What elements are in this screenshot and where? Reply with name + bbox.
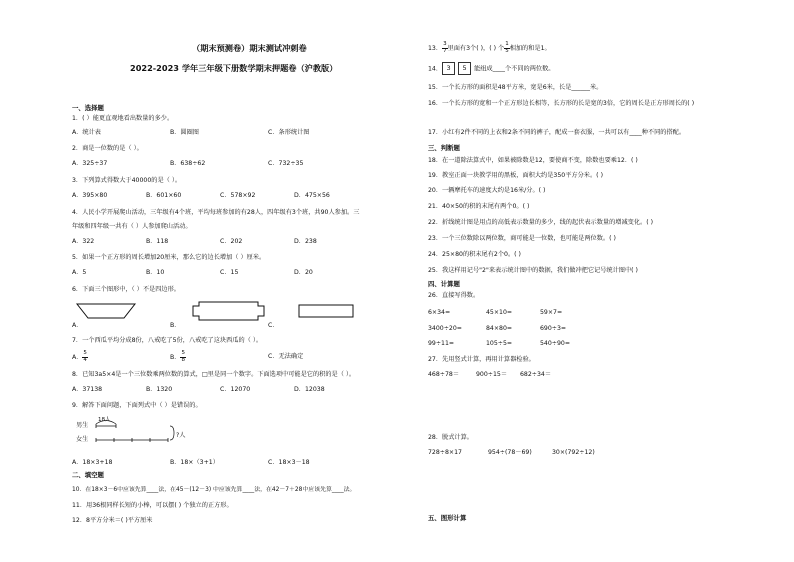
- question-21: 21．40×50的积的末尾有两个0。( ): [428, 203, 530, 210]
- question-25: 25．我这样用记号"2"来表示统计图中的数据，我们做冲把它记号统计图中( ): [428, 267, 638, 274]
- q3-option-c: C．578×92: [220, 192, 256, 199]
- section-geometry: 五、图形计算: [428, 514, 467, 522]
- question-2: 2．商是一位数的是（ ）。: [72, 145, 143, 152]
- line-segment-diagram: [94, 418, 178, 448]
- section-fill-blank: 二、填空题: [72, 471, 104, 479]
- q26-item-1: 6×34=: [428, 309, 451, 316]
- q3-option-b: B．601×60: [146, 192, 182, 199]
- q5-option-a: A．5: [72, 269, 87, 276]
- q27-item-2: 900÷15＝: [476, 371, 508, 378]
- q8-option-d: D．12038: [294, 386, 325, 393]
- q9-boy-label: 男生: [76, 422, 89, 429]
- q26-item-6: 690÷3=: [540, 325, 567, 332]
- question-18: 18．在一道除法算式中，如果被除数是12，要使商不变，除数也要乘12．( ): [428, 157, 638, 164]
- q26-item-7: 99÷11=: [428, 340, 455, 347]
- q8-option-a: A．37138: [72, 386, 103, 393]
- section-calc: 四、计算题: [428, 280, 460, 288]
- question-27: 27．先用竖式计算，再用计算器检验。: [428, 356, 535, 363]
- notched-shape: [192, 301, 266, 321]
- question-7: 7．一个西瓜平均分成8份，八戒吃了5份，八戒吃了这块西瓜的（ ）。: [72, 337, 263, 344]
- q28-item-2: 954÷(78－69): [488, 449, 532, 456]
- q1-option-c: C．条形统计图: [268, 129, 310, 136]
- question-24: 24．25×80的积末尾有2个0。( ): [428, 251, 521, 258]
- q26-item-5: 84×80=: [486, 325, 513, 332]
- question-12: 12．8平方分米＝( )平方厘米: [72, 517, 153, 524]
- question-17: 17．小红有2件不同的上衣和2条不同的裤子，配成一套衣服，一共可以有____种不同的搭配。: [428, 129, 686, 136]
- question-11: 11．用36根同样长短的小棒，可以摆( ) 个独立的正方形。: [72, 502, 233, 509]
- q8-option-b: B．1320: [146, 386, 173, 393]
- q6-option-a: A．: [72, 322, 83, 329]
- question-20: 20．一辆摩托车的速度大约是16米/分。( ): [428, 187, 546, 194]
- q7-option-c: C．无法确定: [268, 353, 304, 360]
- section-choice: 一、选择题: [72, 104, 104, 112]
- question-19: 19．教室正面一块教学用的黑板，面积大约是350平方分米。( ): [428, 172, 603, 179]
- trapezoid-shape: [76, 302, 136, 320]
- q2-option-a: A．325÷37: [72, 160, 108, 167]
- digit-card-3: 3: [442, 62, 455, 75]
- question-6: 6．下面三个图形中，（ ）不是四边形。: [72, 286, 180, 293]
- question-4-line1: 4．人民小学开展爬山活动，三年级有4个班，平均每班参加的有28人，四年级有3个班，共90人参加。三: [72, 209, 360, 216]
- question-22: 22．折线统计图是用点的高低表示数量的多少，线的起伏表示数量的增减变化。( ): [428, 219, 654, 226]
- q26-item-8: 105÷5=: [486, 340, 513, 347]
- q2-option-b: B．638÷62: [170, 160, 206, 167]
- question-10: 10．在18×3－6中应该先算____法，在45－(12－3) 中应该先算____法，在42－7＋28中应该先算____法。: [72, 487, 356, 493]
- q9-option-b: B．18×（3+1）: [170, 459, 219, 466]
- question-9: 9．解答下面问题，下面列式中（ ）是错误的。: [72, 402, 202, 409]
- question-16: 16．一个长方形的宽和一个正方形边长相等，长方形的长是宽的3倍，它的周长是正方形周长的( ): [428, 100, 695, 107]
- question-26: 26．直接写得数。: [428, 292, 480, 299]
- q4-option-b: B．118: [146, 238, 169, 245]
- fraction-5-8: $\frac{5}{8}$: [181, 350, 185, 363]
- q26-item-3: 59×7=: [540, 309, 563, 316]
- q6-option-c: C．: [268, 322, 279, 329]
- question-23: 23．一个三位数除以两位数，商可能是一位数，也可能是两位数。( ): [428, 235, 616, 242]
- rectangle-shape: [298, 304, 354, 318]
- fraction-1-5: $\frac{1}{5}$: [505, 41, 509, 54]
- q28-item-1: 728÷8×17: [428, 449, 462, 456]
- question-14: 14． 3 5 能组成____个不同的两位数。: [428, 62, 555, 76]
- fraction-3-7: $\frac{3}{7}$: [443, 41, 447, 54]
- q26-item-4: 3400÷20=: [428, 325, 462, 332]
- q4-option-d: D．238: [294, 238, 317, 245]
- section-judge: 三、判断题: [428, 144, 460, 152]
- question-15: 15．一个长方形的面积是48平方米，宽是6米，长是______米。: [428, 84, 603, 91]
- q6-option-b: B．: [170, 322, 181, 329]
- question-28: 28．脱式计算。: [428, 434, 473, 441]
- q9-18-label: 18人: [98, 417, 111, 423]
- q7-option-a: A． $\frac{5}{4}$: [72, 350, 87, 363]
- q4-option-a: A．322: [72, 238, 95, 245]
- q9-option-c: C．18×3－18: [268, 459, 310, 466]
- exam-subtitle: 2022-2023 学年三年级下册数学期末押题卷（沪教版）: [130, 63, 338, 73]
- q4-option-c: C．202: [220, 238, 243, 245]
- q26-item-9: 540÷90=: [540, 340, 571, 347]
- q5-option-c: C．15: [220, 269, 239, 276]
- q9-option-a: A．18×3+18: [72, 459, 113, 466]
- q5-option-b: B．10: [146, 269, 165, 276]
- question-3: 3．下列算式得数大于40000的是（ ）。: [72, 177, 182, 184]
- q8-option-c: C．12070: [220, 386, 251, 393]
- q1-option-a: A．统计表: [72, 129, 101, 136]
- question-4-line2: 年级和四年级一共有（ ）人参加爬山活动。: [72, 223, 192, 230]
- q1-option-b: B．圆圈图: [170, 129, 199, 136]
- q27-item-1: 468÷78＝: [428, 371, 460, 378]
- question-8: 8．已知3a5×4是一个三位数乘两位数的算式，□里是同一个数字。下面选项中可能是它的积的是（ ）。: [72, 371, 356, 378]
- q9-girl-label: 女生: [76, 436, 89, 443]
- question-5: 5．如果一个正方形的周长增加20厘米，那么它的边长增加（ ）厘米。: [72, 254, 266, 261]
- q3-option-a: A．395×80: [72, 192, 108, 199]
- q7-option-b: B． $\frac{5}{8}$: [170, 350, 185, 363]
- q9-question-label: ?人: [176, 432, 186, 439]
- q26-item-2: 45×10=: [486, 309, 513, 316]
- question-13: 13． $\frac{3}{7}$ 里面有3个( )，( ) 个 $\frac{1}{5}$ 相加的和是1。: [428, 41, 551, 54]
- fraction-5-4: $\frac{5}{4}$: [83, 350, 87, 363]
- q2-option-c: C．732÷35: [268, 160, 304, 167]
- q3-option-d: D．475×56: [294, 192, 330, 199]
- question-1: 1．( ）能更直观地看出数量的多少。: [72, 115, 174, 122]
- q27-item-3: 682÷34＝: [520, 371, 552, 378]
- digit-card-5: 5: [458, 62, 471, 75]
- q28-item-3: 30×(792÷12): [552, 449, 595, 456]
- q5-option-d: D．20: [294, 269, 313, 276]
- exam-title: （期末预测卷）期末测试冲刺卷: [192, 43, 307, 53]
